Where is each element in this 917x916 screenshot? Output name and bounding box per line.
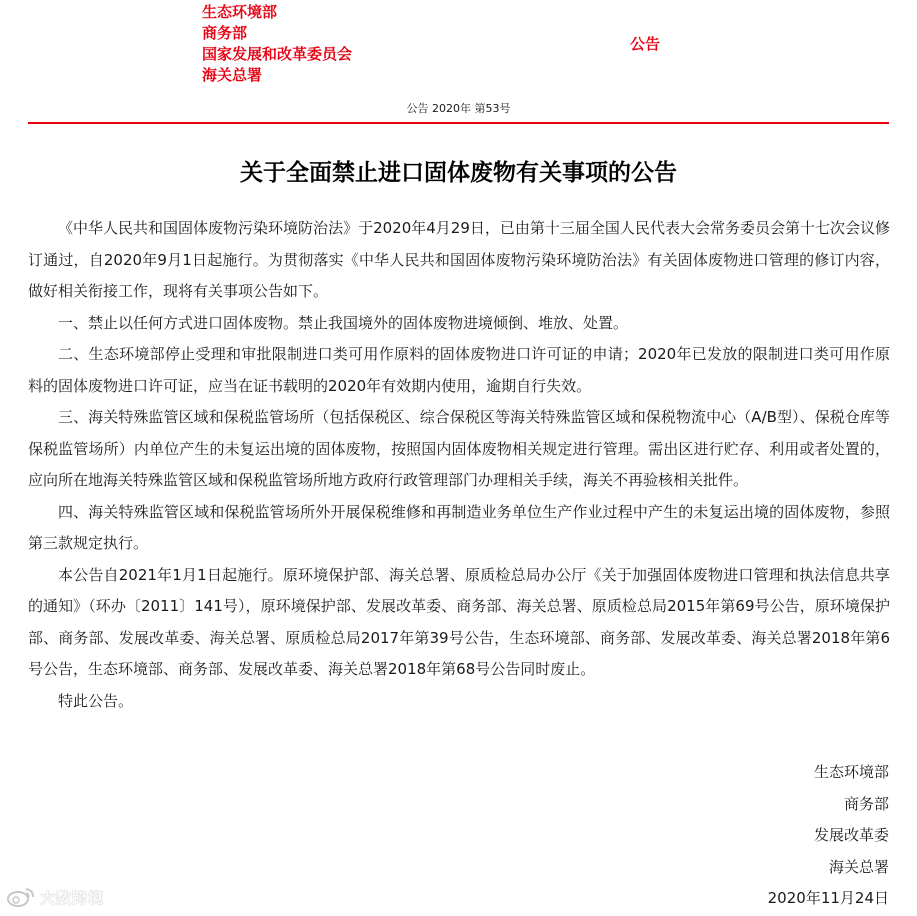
issue-date: 2020年11月24日 [767,889,889,907]
weibo-logo-icon [6,886,36,908]
clause-four-paragraph: 四、海关特殊监管区域和保税监管场所外开展保税维修和再制造业务单位生产作业过程中产生的未复运出境的固体废物，参照第三款规定执行。 [28,502,890,552]
clause-two-paragraph: 二、生态环境部停止受理和审批限制进口类可用作原料的固体废物进口许可证的申请；2020年已发放的限制进口类可用作原料的固体废物进口许可证，应当在证书载明的2020年有效期内使用，逾期自行失效。 [28,345,890,395]
effective-date-paragraph: 本公告自2021年1月1日起施行。原环境保护部、海关总署、原质检总局办公厅《关于加强固体废物进口管理和执法信息共享的通知》（环办〔2011〕141号），原环境保护部、发展改革委、商务部、海关总署、原质检总局2015年第69号公告，原环境保护部、商务部、发展改革委、海关总署、原质检总局2017年第39号公告，生态环境部、商务部、发展改革委、海关总署2018年第6号公告，生态环境部、商务部、发展改革委、海关总署2018年第68号公告同时废止。 [28,565,890,678]
issuing-authorities [202,2,352,86]
announcement-title: 关于全面禁止进口固体废物有关事项的公告 [240,160,677,186]
announcement-body [28,213,890,717]
watermark-text: 大数跨境 [40,888,105,907]
closing-paragraph: 特此公告。 [58,691,134,710]
clause-three-paragraph: 三、海关特殊监管区域和保税监管场所（包括保税区、综合保税区等海关特殊监管区域和保税物流中心（A/B型）、保税仓库等保税监管场所）内单位产生的未复运出境的固体废物，按照国内固体废物相关规定进行管理。需出区进行贮存、利用或者处置的，应向所在地海关特殊监管区域和保税监管场所地方政府行政管理部门办理相关手续，海关不再验核相关批件。 [28,408,890,489]
signer-name: 发展改革委 [813,826,889,844]
signer-name: 商务部 [843,794,889,813]
signer-name: 生态环境部 [813,763,889,781]
document-number: 公告 2020年 第53号 [406,102,511,115]
watermark [6,886,104,908]
issuer-name: 国家发展和改革委员会 [202,45,353,63]
issuer-name: 海关总署 [202,66,263,84]
signature-block [768,757,889,915]
preamble-paragraph: 《中华人民共和国固体废物污染环境防治法》于2020年4月29日，已由第十三届全国人民代表大会常务委员会第十七次会议修订通过，自2020年9月1日起施行。为贯彻落实《中华人民共和国固体废物污染环境防治法》有关固体废物进口管理的修订内容，做好相关衔接工作，现将有关事项公告如下。 [28,219,890,300]
document-type: 公告 [630,35,661,53]
clause-one-paragraph: 一、禁止以任何方式进口固体废物。禁止我国境外的固体废物进境倾倒、堆放、处置。 [58,313,629,332]
signer-name: 海关总署 [828,857,889,876]
issuer-name: 商务部 [202,24,248,42]
issuer-name: 生态环境部 [202,3,278,21]
red-divider-line [28,122,889,124]
